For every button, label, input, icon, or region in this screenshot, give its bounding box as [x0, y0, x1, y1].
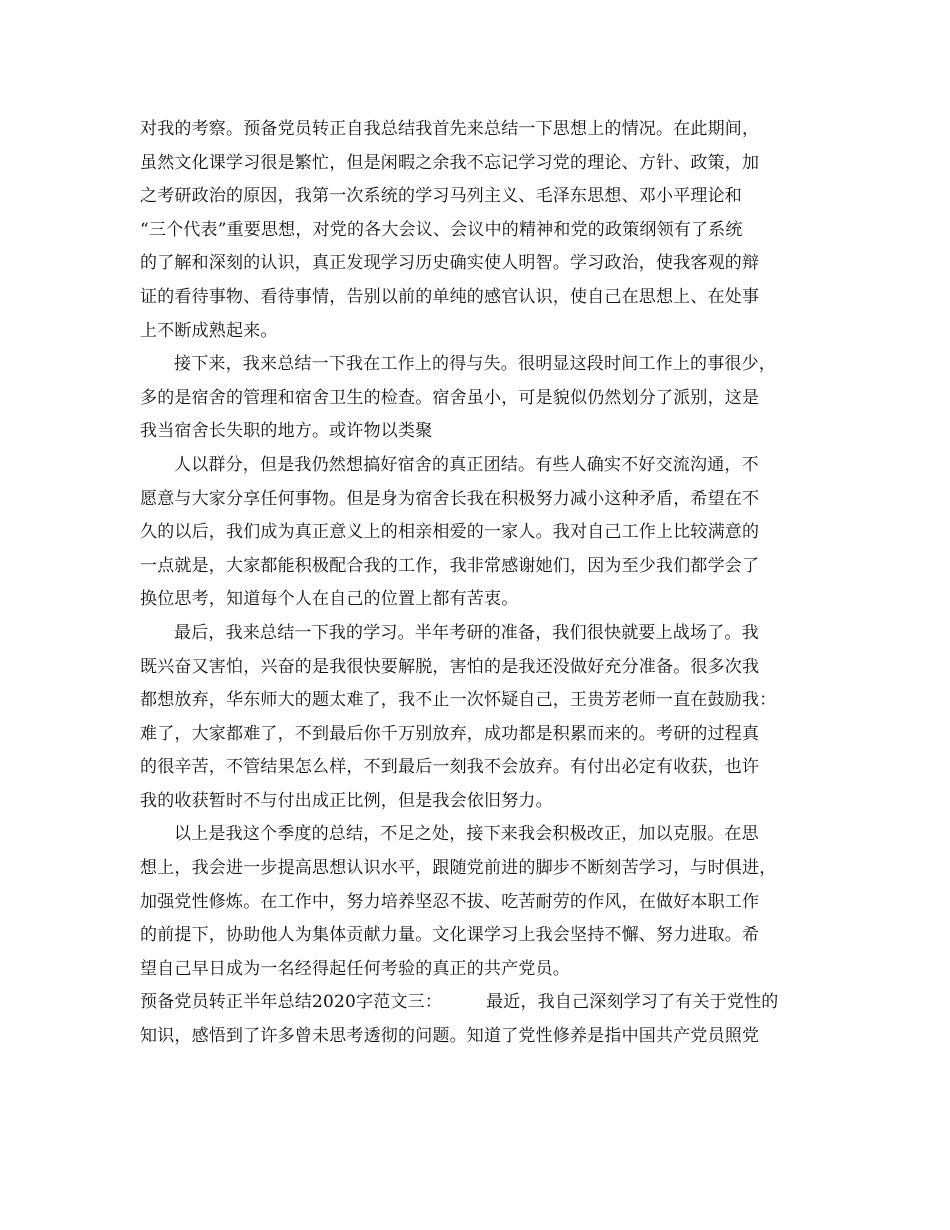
- paragraph-line: 我当宿舍长失职的地方。或许物以类聚: [140, 421, 433, 442]
- paragraph-line: 证的看待事物、看待事情，告别以前的单纯的感官认识，使自己在思想上、在处事: [140, 286, 760, 307]
- paragraph-line: “三个代表”重要思想，对党的各大会议、会议中的精神和党的政策纲领有了系统: [140, 219, 743, 240]
- paragraph-line: 一点就是，大家都能积极配合我的工作，我非常感谢她们，因为至少我们都学会了: [140, 555, 760, 576]
- paragraph-line: 接下来，我来总结一下我在工作上的得与失。很明显这段时间工作上的事很少，: [174, 354, 776, 375]
- paragraph-line: 换位思考，知道每个人在自己的位置上都有苦衷。: [140, 589, 519, 610]
- paragraph-line: 难了，大家都难了，不到最后你千万别放弃，成功都是积累而来的。考研的过程真: [140, 723, 760, 744]
- paragraph-line: 的很辛苦，不管结果怎么样，不到最后一刻我不会放弃。有付出必定有收获，也许: [140, 757, 760, 778]
- paragraph-line: 虽然文化课学习很是繁忙，但是闲暇之余我不忘记学习党的理论、方针、政策，加: [140, 152, 760, 173]
- paragraph-line: 我的收获暂时不与付出成正比例，但是我会依旧努力。: [140, 790, 553, 811]
- paragraph-line: 的了解和深刻的认识，真正发现学习历史确实使人明智。学习政治，使我客观的辩: [140, 253, 760, 274]
- section-title: 预备党员转正半年总结2020字范文三：: [140, 992, 443, 1013]
- paragraph-line: 望自己早日成为一名经得起任何考验的真正的共产党员。: [140, 958, 570, 979]
- paragraph-line: 知识，感悟到了许多曾未思考透彻的问题。知道了党性修养是指中国共产党员照党: [140, 1026, 760, 1047]
- paragraph-line: 久的以后，我们成为真正意义上的相亲相爱的一家人。我对自己工作上比较满意的: [140, 522, 760, 543]
- paragraph-line: 最后，我来总结一下我的学习。半年考研的准备，我们很快就要上战场了。我: [174, 622, 759, 643]
- paragraph-line: 上不断成熟起来。: [140, 320, 278, 341]
- paragraph-line: 以上是我这个季度的总结，不足之处，接下来我会积极改正，加以克服。在思: [174, 824, 759, 845]
- paragraph-line: 都想放弃，华东师大的题太难了，我不止一次怀疑自己，王贵芳老师一直在鼓励我：: [140, 690, 777, 711]
- paragraph-line: 愿意与大家分享任何事物。但是身为宿舍长我在积极努力减小这种矛盾，希望在不: [140, 488, 760, 509]
- paragraph-line: 加强党性修炼。在工作中，努力培养坚忍不拔、吃苦耐劳的作风，在做好本职工作: [140, 891, 760, 912]
- paragraph-line: 人以群分，但是我仍然想搞好宿舍的真正团结。有些人确实不好交流沟通，不: [174, 454, 759, 475]
- paragraph-line: 想上，我会进一步提高思想认识水平，跟随党前进的脚步不断刻苦学习，与时俱进，: [140, 858, 777, 879]
- paragraph-line: 对我的考察。预备党员转正自我总结我首先来总结一下思想上的情况。在此期间，: [140, 119, 760, 139]
- paragraph-line: 既兴奋又害怕，兴奋的是我很快要解脱，害怕的是我还没做好充分准备。很多次我: [140, 656, 760, 677]
- section-opening-text: 最近，我自己深刻学习了有关于党性的: [486, 992, 779, 1013]
- paragraph-line: 之考研政治的原因，我第一次系统的学习马列主义、毛泽东思想、邓小平理论和: [140, 186, 742, 207]
- section-heading-line: [140, 986, 830, 1020]
- document-body: [140, 113, 830, 1054]
- paragraph-line: 的前提下，协助他人为集体贡献力量。文化课学习上我会坚持不懈、努力进取。希: [140, 925, 760, 946]
- paragraph-line: 多的是宿舍的管理和宿舍卫生的检查。宿舍虽小，可是貌似仍然划分了派别，这是: [140, 387, 760, 408]
